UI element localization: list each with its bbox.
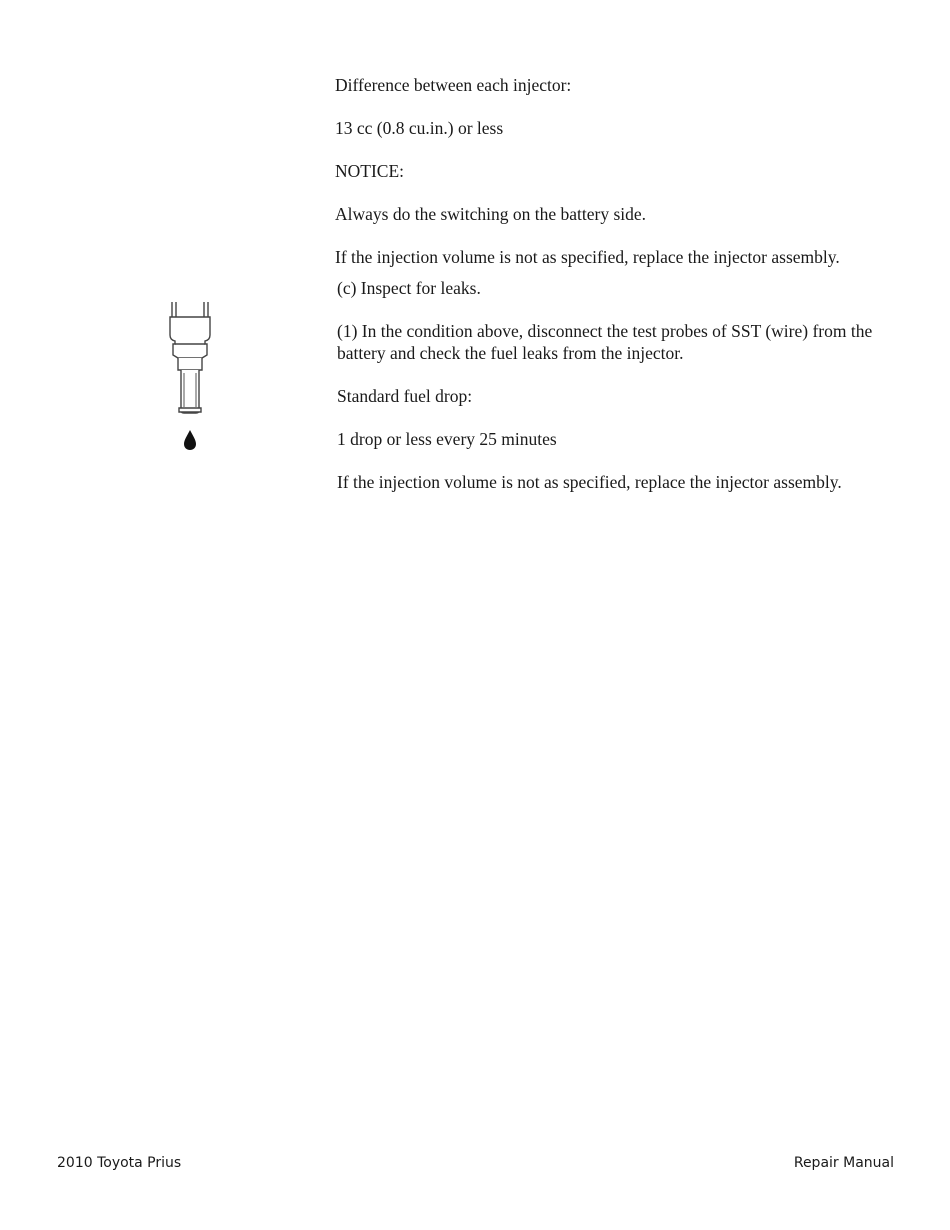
- volume-note-2: If the injection volume is not as specified, replace the injector assembly.: [337, 472, 842, 492]
- footer-vehicle: 2010 Toyota Prius: [57, 1155, 182, 1171]
- difference-value: 13 cc (0.8 cu.in.) or less: [335, 118, 504, 138]
- notice-text: Always do the switching on the battery side.: [335, 204, 647, 224]
- volume-note-1: If the injection volume is not as specified, replace the injector assembly.: [335, 247, 840, 267]
- notice-label: NOTICE:: [335, 161, 405, 181]
- step-1-text: (1) In the condition above, disconnect the test probes of SST (wire) from the battery and check the fuel leaks from the injector.: [337, 321, 873, 363]
- difference-label: Difference between each injector:: [335, 75, 572, 95]
- standard-fuel-drop-label: Standard fuel drop:: [337, 386, 473, 406]
- injector-icon: [170, 302, 210, 413]
- step-heading-inspect-leaks: (c) Inspect for leaks.: [337, 278, 481, 298]
- fuel-injector-illustration: [160, 300, 220, 455]
- standard-fuel-drop-value: 1 drop or less every 25 minutes: [337, 429, 557, 449]
- fuel-drop-icon: [184, 430, 196, 450]
- footer-manual-title: Repair Manual: [793, 1155, 894, 1171]
